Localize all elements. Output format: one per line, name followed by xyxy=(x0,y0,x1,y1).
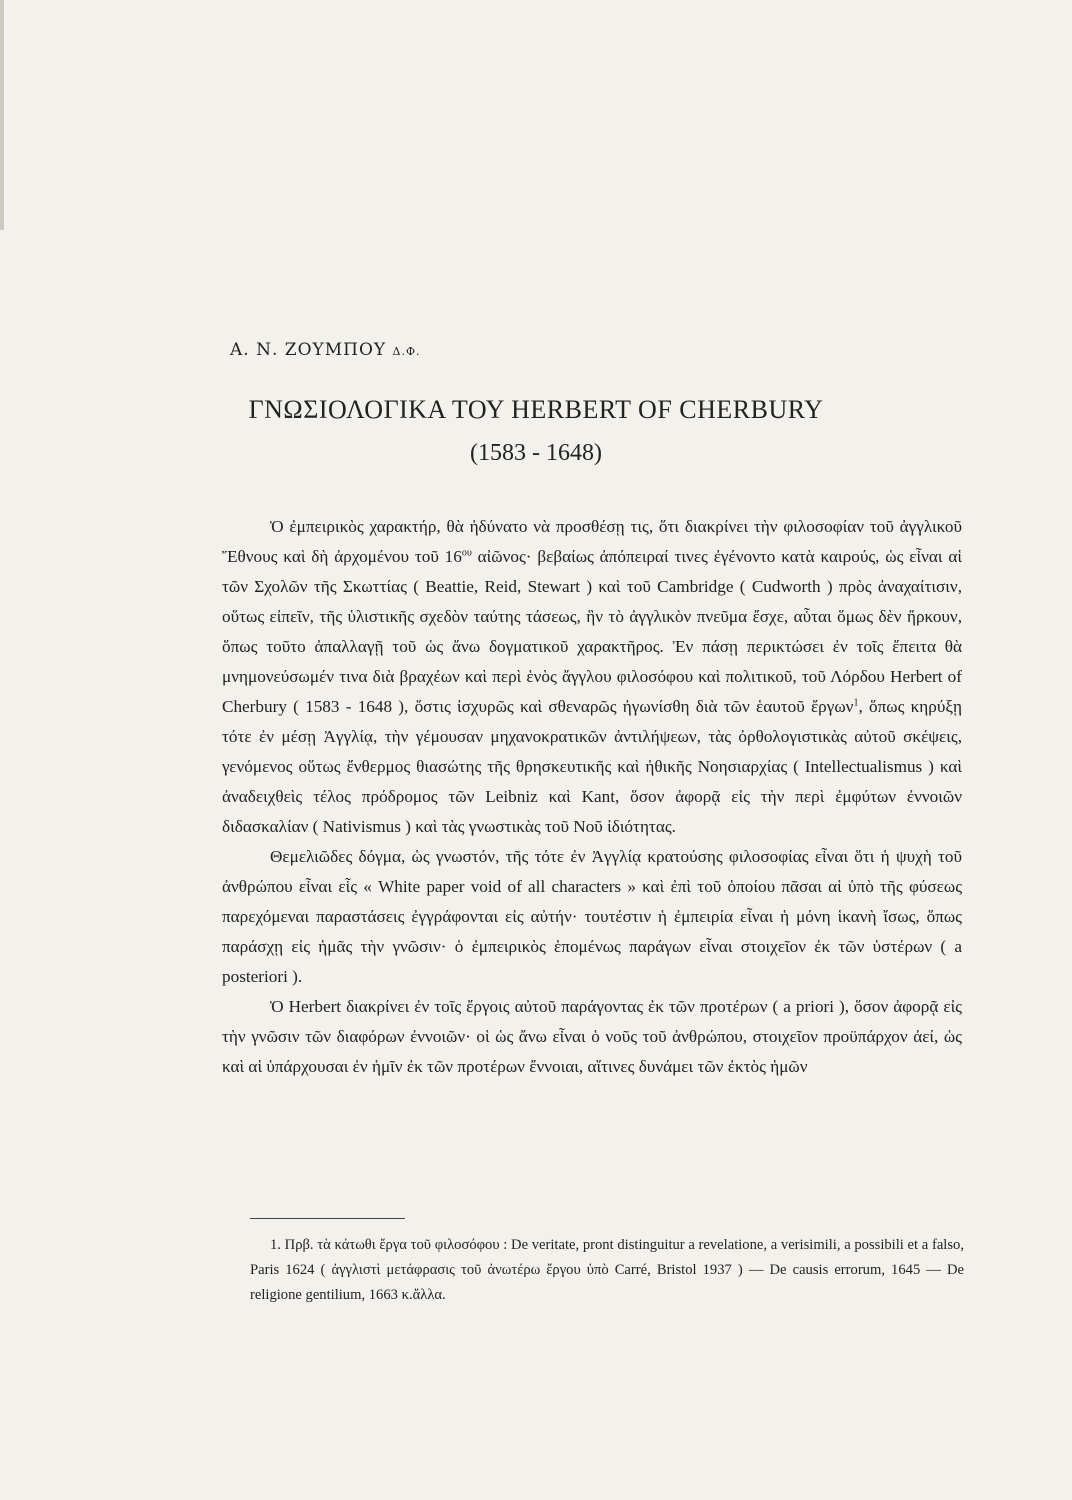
footnote-ref-1[interactable]: 1 xyxy=(853,697,859,709)
paragraph-1-part-b: αἰῶνος· βεβαίως ἀπόπειραί τινες ἐγένοντο κατὰ καιρούς, ὡς εἶναι αἱ τῶν Σχολῶν τῆς Σκωττίας ( Beattie, Reid, Stewart ) καὶ τοῦ Cambridge ( Cudworth ) πρὸς ἀναχαίτισιν, οὕτως εἰπεῖν, τῆς ὑλιστικῆς σχεδὸν ταύτης τάσεως, ἣν τὸ ἀγγλικὸν πνεῦμα ἔσχε, αὗται ὅμως δὲν ἤρκουν, ὅπως τοῦτο ἀπαλλαγῇ τοῦ ὡς ἄνω δογματικοῦ χαρακτῆρος. Ἐν πάσῃ περικτώσει ἐν τοῖς ἔπειτα θὰ μνημονεύσωμέν τινα διὰ βραχέων καὶ περὶ ἑνὸς ἄγγλου φιλοσόφου καὶ πολιτικοῦ, τοῦ Λόρδου Herbert of Cherbury ( 1583 - 1648 ), ὅστις ἰσχυρῶς καὶ σθεναρῶς ἠγωνίσθη διὰ τῶν ἑαυτοῦ ἔργων xyxy=(222,547,962,716)
paragraph-2: Θεμελιῶδες δόγμα, ὡς γνωστόν, τῆς τότε ἐν Ἀγγλίᾳ κρατούσης φιλοσοφίας εἶναι ὅτι ἡ ψυχὴ τοῦ ἀνθρώπου εἶναι εἷς « White paper void of all characters » καὶ ἐπὶ τοῦ ὁποίου πᾶσαι αἱ ὑπὸ τῆς φύσεως παρεχόμεναι παραστάσεις ἐγγράφονται εἰς αὐτήν· τουτέστιν ἡ ἐμπειρία εἶναι ἡ μόνη ἱκανὴ ἴσως, ὅπως παράσχῃ εἰς ἡμᾶς τὴν γνῶσιν· ὁ ἐμπειρικὸς ἑπομένως παράγων εἶναι στοιχεῖον ἐκ τῶν ὑστέρων ( a posteriori ). xyxy=(222,847,962,986)
paragraph-3: Ὁ Herbert διακρίνει ἐν τοῖς ἔργοις αὐτοῦ παράγοντας ἐκ τῶν προτέρων ( a priori ), ὅσον ἀφορᾷ εἰς τὴν γνῶσιν τῶν διαφόρων ἐννοιῶν· οἱ ὡς ἄνω εἶναι ὁ νοῦς τοῦ ἀνθρώπου, στοιχεῖον προϋπάρχον ἀεί, ὡς καὶ αἱ ὑπάρχουσαι ἐν ἡμῖν ἐκ τῶν προτέρων ἔννοιαι, αἵτινες δυνάμει τῶν ἐκτὸς ἡμῶν xyxy=(222,997,962,1076)
scan-edge-shadow xyxy=(0,0,4,230)
footnote xyxy=(250,1233,964,1308)
article-dates: (1583 - 1648) xyxy=(470,440,602,466)
author-line xyxy=(230,340,421,360)
footnote-divider xyxy=(250,1218,405,1219)
author-suffix: Δ.Φ. xyxy=(392,345,421,358)
century-ordinal-suffix: ου xyxy=(461,547,472,559)
author-name: Α. Ν. ΖΟΥΜΠΟΥ xyxy=(230,340,387,360)
paragraph-1 xyxy=(222,512,962,842)
article-body xyxy=(222,512,962,1082)
paragraph-1-part-c: , ὅπως κηρύξῃ τότε ἐν μέσῃ Ἀγγλίᾳ, τὴν γέμουσαν μηχανοκρατικῶν ἀντιλήψεων, τὰς ὀρθολογιστικὰς αὐτοῦ σκέψεις, γενόμενος οὕτως ἔνθερμος θιασώτης τῆς θρησκευτικῆς καὶ ἠθικῆς Νοησιαρχίας ( Intellectualismus ) καὶ ἀναδειχθεὶς τέλος πρόδρομος τῶν Leibniz καὶ Kant, ὅσον ἀφορᾷ εἰς τὴν περὶ ἐμφύτων ἐννοιῶν διδασκαλίαν ( Nativismus ) καὶ τὰς γνωστικὰς τοῦ Νοῦ ἰδιότητας. xyxy=(222,697,963,836)
footnote-1: 1. Πρβ. τὰ κάτωθι ἔργα τοῦ φιλοσόφου : De veritate, pront distinguitur a revelatione, a verisimili, a possibili et a falso, Paris 1624 ( ἀγγλιστὶ μετάφρασις τοῦ ἀνωτέρω ἔργου ὑπὸ Carré, Bristol 1937 ) — De causis errorum, 1645 — De religione gentilium, 1663 κ.ἄλλα. xyxy=(250,1237,964,1303)
article-title: ΓΝΩΣΙΟΛΟΓΙΚΑ ΤΟΥ HERBERT OF CHERBURY xyxy=(248,395,824,424)
paragraph-1-part-a: Ὁ ἐμπειρικὸς χαρακτήρ, θὰ ἠδύνατο νὰ προσθέσῃ τις, ὅτι διακρίνει τὴν φιλοσοφίαν τοῦ ἀγγλικοῦ Ἔθνους καὶ δὴ ἀρχομένου τοῦ 16 xyxy=(222,517,962,566)
